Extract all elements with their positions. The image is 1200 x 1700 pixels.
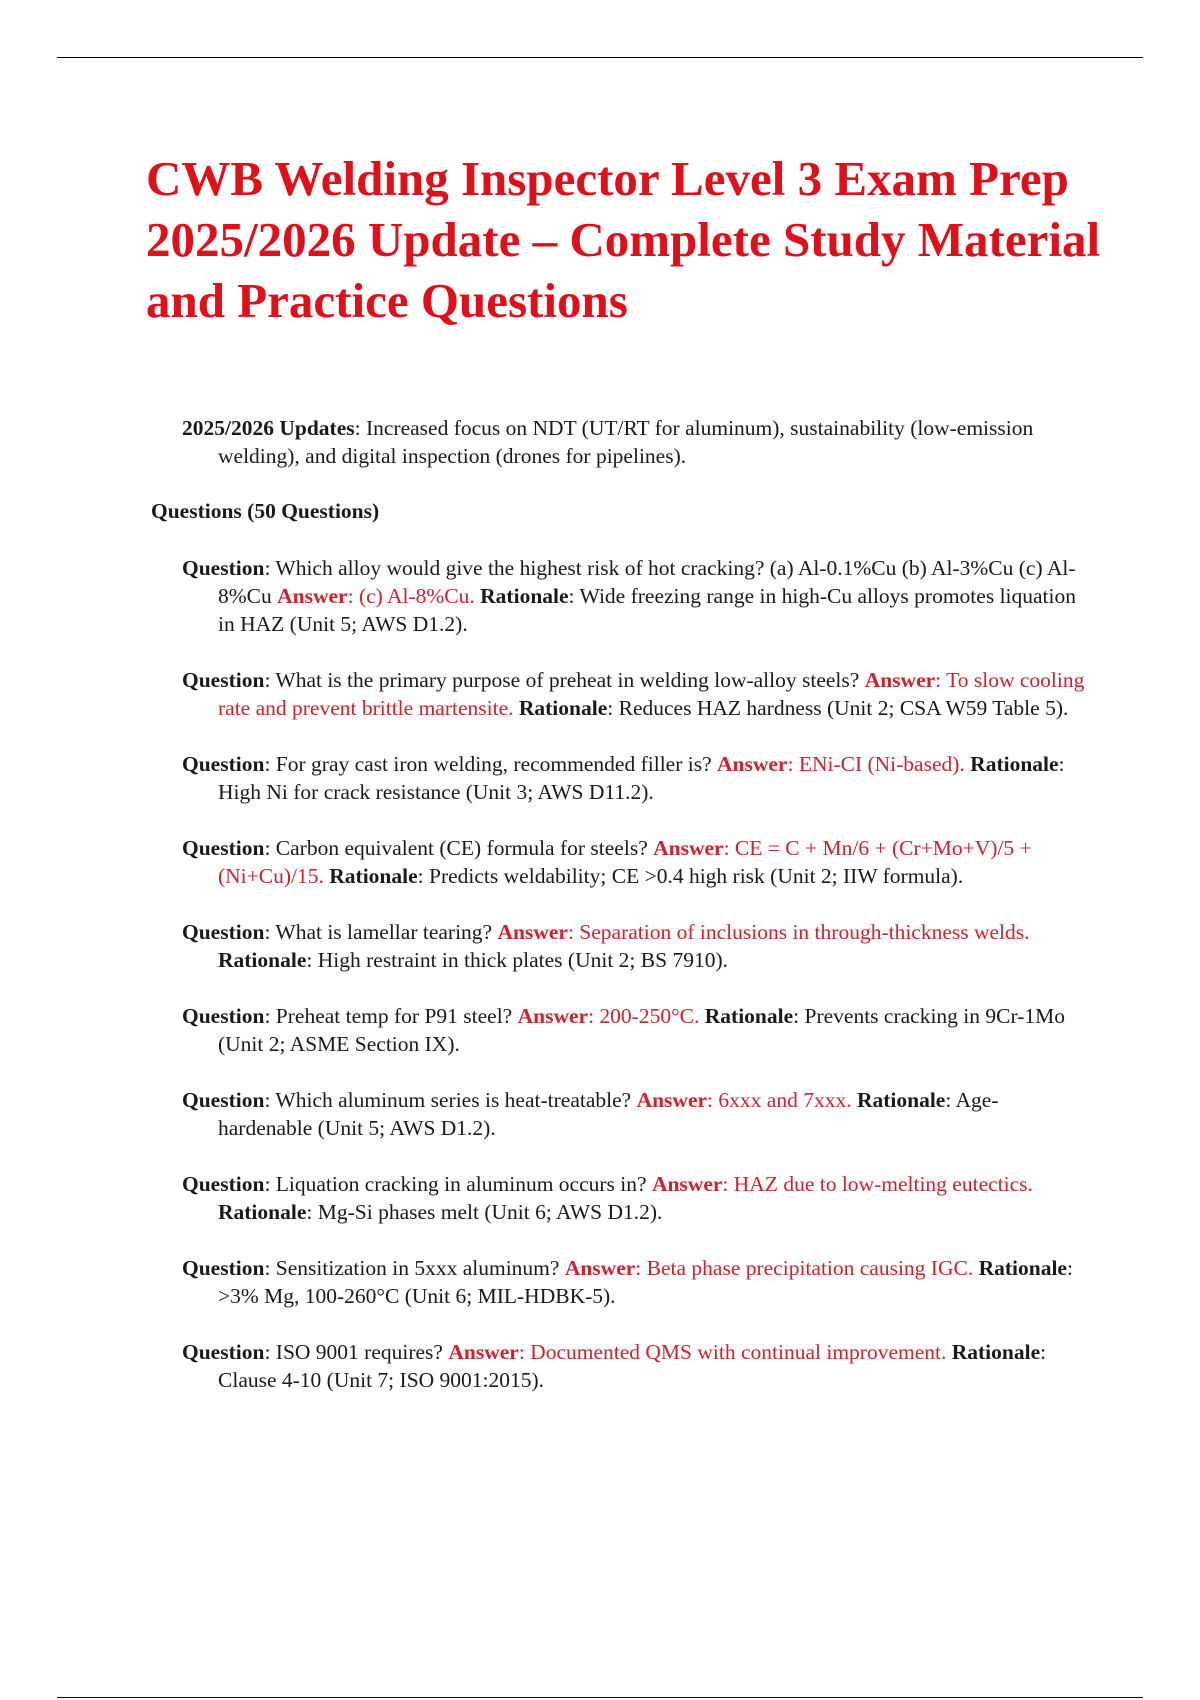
answer-text: : 200-250°C. xyxy=(588,1004,700,1028)
rationale-text: : High Ni for crack resistance (Unit 3; AWS D11.2). xyxy=(218,752,1065,804)
rationale-label: Rationale xyxy=(218,1200,307,1224)
answer-text: : HAZ due to low-melting eutectics. xyxy=(722,1172,1033,1196)
rationale-text: : Age-hardenable (Unit 5; AWS D1.2). xyxy=(218,1088,999,1140)
rationale-label: Rationale xyxy=(856,1088,946,1112)
rationale-label: Rationale xyxy=(480,584,569,608)
rationale-text: : Clause 4-10 (Unit 7; ISO 9001:2015). xyxy=(218,1340,1047,1392)
answer xyxy=(717,752,965,776)
answer-text: : ENi-CI (Ni-based). xyxy=(787,752,965,776)
answer-label: Answer xyxy=(448,1340,519,1364)
answer-text: : 6xxx and 7xxx. xyxy=(707,1088,852,1112)
question-item xyxy=(182,666,1092,722)
question-item xyxy=(182,1002,1092,1058)
updates-paragraph xyxy=(182,414,1118,470)
question-item xyxy=(182,834,1092,890)
answer xyxy=(637,1088,852,1112)
question-text: : Preheat temp for P91 steel? xyxy=(264,1004,518,1028)
answer xyxy=(448,1340,946,1364)
rationale-text: : High restraint in thick plates (Unit 2; BS 7910). xyxy=(306,948,728,972)
question-label: Question xyxy=(182,1340,265,1364)
updates-label: 2025/2026 Updates xyxy=(182,416,355,440)
answer-label: Answer xyxy=(651,1172,723,1196)
answer xyxy=(652,1172,1033,1196)
rationale-text: : Reduces HAZ hardness (Unit 2; CSA W59 Table 5). xyxy=(607,696,1069,720)
answer-text: : Beta phase precipitation causing IGC. xyxy=(635,1256,974,1280)
question-item xyxy=(182,1338,1092,1394)
answer xyxy=(518,1004,700,1028)
answer xyxy=(497,920,1029,944)
rationale-label: Rationale xyxy=(951,1340,1041,1364)
rationale-label: Rationale xyxy=(704,1004,794,1028)
answer-label: Answer xyxy=(636,1088,708,1112)
question-item xyxy=(182,1086,1092,1142)
rationale-label: Rationale xyxy=(518,696,608,720)
question-text: : ISO 9001 requires? xyxy=(264,1340,449,1364)
questions-heading: Questions (50 Questions) xyxy=(151,499,380,523)
question-item xyxy=(182,554,1092,638)
question-label: Question xyxy=(182,556,265,580)
question-item xyxy=(182,1254,1092,1310)
question-label: Question xyxy=(182,1256,265,1280)
question-text: : Which aluminum series is heat-treatable? xyxy=(264,1088,637,1112)
rationale-label: Rationale xyxy=(218,948,307,972)
answer-label: Answer xyxy=(517,1004,589,1028)
bottom-rule xyxy=(57,1697,1143,1698)
rationale-text: : Prevents cracking in 9Cr-1Mo (Unit 2; ASME Section IX). xyxy=(218,1004,1066,1056)
question-item xyxy=(182,918,1092,974)
answer-label: Answer xyxy=(564,1256,636,1280)
answer-text: : (c) Al-8%Cu. xyxy=(347,584,475,608)
question-text: : What is lamellar tearing? xyxy=(264,920,498,944)
answer xyxy=(565,1256,973,1280)
rationale-label: Rationale xyxy=(329,864,418,888)
answer-text: : Separation of inclusions in through-thickness welds. xyxy=(567,920,1030,944)
question-label: Question xyxy=(182,668,265,692)
question-label: Question xyxy=(182,836,265,860)
question-text: : What is the primary purpose of preheat in welding low-alloy steels? xyxy=(264,668,865,692)
answer xyxy=(277,584,475,608)
question-list xyxy=(182,554,1092,1422)
question-text: : Liquation cracking in aluminum occurs in? xyxy=(264,1172,652,1196)
question-label: Question xyxy=(182,752,265,776)
rationale-label: Rationale xyxy=(978,1256,1067,1280)
answer-label: Answer xyxy=(277,584,348,608)
document-title: CWB Welding Inspector Level 3 Exam Prep 2025/2026 Update – Complete Study Material and Practice Questions xyxy=(146,151,1101,328)
question-text: : Sensitization in 5xxx aluminum? xyxy=(264,1256,565,1280)
updates-text: : Increased focus on NDT (UT/RT for aluminum), sustainability (low-emission welding), and digital inspection (drones for pipelines). xyxy=(218,416,1034,468)
answer-label: Answer xyxy=(497,920,568,944)
answer-label: Answer xyxy=(717,752,788,776)
rationale-text: : >3% Mg, 100-260°C (Unit 6; MIL-HDBK-5). xyxy=(218,1256,1073,1308)
question-text: : Which alloy would give the highest risk of hot cracking? (a) Al-0.1%Cu (b) Al-3%Cu (c) Al-8%Cu xyxy=(218,556,1076,608)
question-text: : Carbon equivalent (CE) formula for steels? xyxy=(264,836,654,860)
answer-text: : To slow cooling rate and prevent brittle martensite. xyxy=(218,668,1085,720)
rationale-text: : Wide freezing range in high-Cu alloys promotes liquation in HAZ (Unit 5; AWS D1.2). xyxy=(218,584,1077,636)
rationale-text: : Predicts weldability; CE >0.4 high risk (Unit 2; IIW formula). xyxy=(417,864,964,888)
answer-text: : CE = C + Mn/6 + (Cr+Mo+V)/5 + (Ni+Cu)/15. xyxy=(218,836,1032,888)
question-item xyxy=(182,1170,1092,1226)
question-label: Question xyxy=(182,1172,265,1196)
question-text: : For gray cast iron welding, recommended filler is? xyxy=(264,752,717,776)
top-rule xyxy=(57,57,1143,58)
rationale-text: : Mg-Si phases melt (Unit 6; AWS D1.2). xyxy=(306,1200,663,1224)
question-label: Question xyxy=(182,920,265,944)
answer-label: Answer xyxy=(653,836,724,860)
rationale-label: Rationale xyxy=(970,752,1059,776)
answer-label: Answer xyxy=(864,668,936,692)
question-item xyxy=(182,750,1092,806)
answer-text: : Documented QMS with continual improvement. xyxy=(518,1340,947,1364)
question-label: Question xyxy=(182,1088,265,1112)
question-label: Question xyxy=(182,1004,265,1028)
